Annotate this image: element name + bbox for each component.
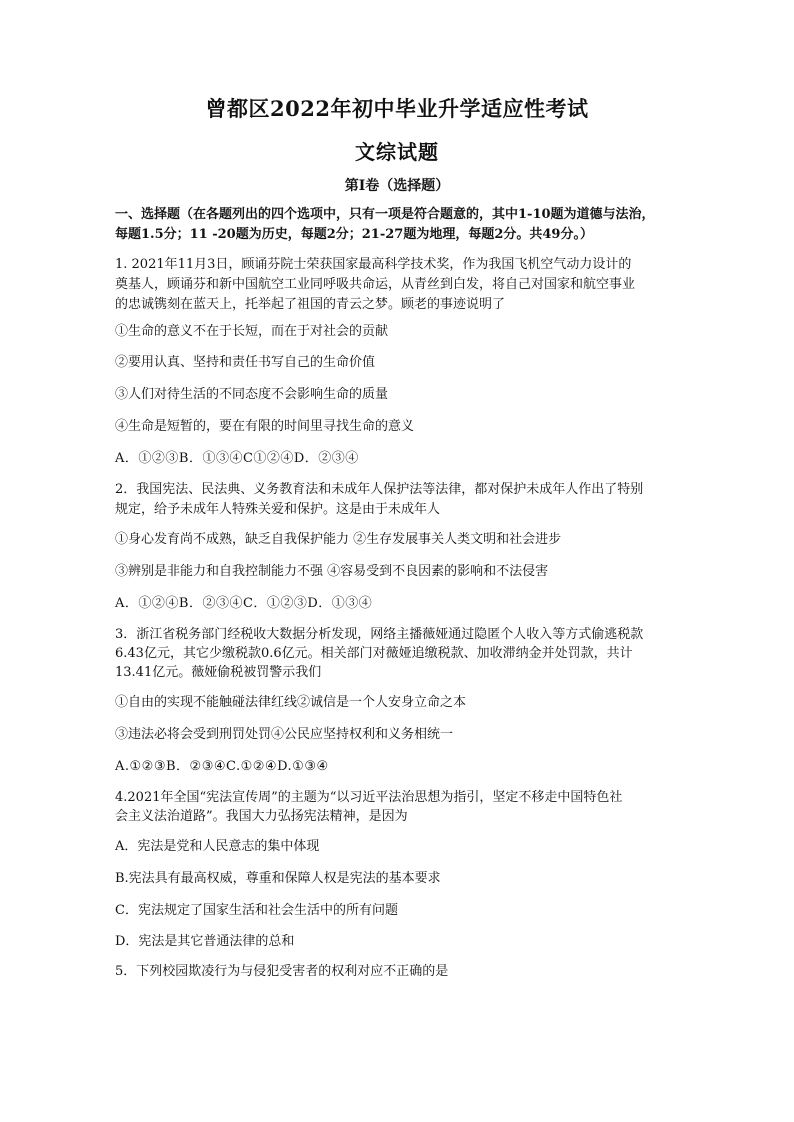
- part-title: 第Ⅰ卷（选择题）: [344, 178, 450, 194]
- q4-option-a: A．宪法是党和人民意志的集中体现: [115, 839, 320, 854]
- instructions-line-2: 每题1.5分；11 -20题为历史，每题2分；21-27题为地理，每题2分。共49分。）: [115, 227, 593, 242]
- q3-options-3-4: ③违法必将会受到刑罚处罚④公民应坚持权利和义务相统一: [115, 727, 454, 742]
- q2-options-1-2: ①身心发育尚不成熟，缺乏自我保护能力 ②生存发展事关人类文明和社会进步: [115, 532, 562, 547]
- q1-stem-line-3: 的忠诚镌刻在蓝天上，托举起了祖国的青云之梦。顾老的事迹说明了: [115, 297, 506, 312]
- q1-answer-choices: A．①②③B．①③④C①②④D．②③④: [115, 451, 359, 466]
- q3-options-1-2: ①自由的实现不能触碰法律红线②诚信是一个人安身立命之本: [115, 695, 467, 710]
- q3-answer-choices: A.①②③B．②③④C.①②④D.①③④: [115, 759, 329, 774]
- q1-option-2: ②要用认真、坚持和责任书写自己的生命价值: [115, 355, 376, 370]
- q2-stem-line-1: 2．我国宪法、民法典、义务教育法和未成年人保护法等法律，都对保护未成年人作出了特别: [115, 482, 644, 497]
- q3-stem-line-2: 6.43亿元，其它少缴税款0.6亿元。相关部门对薇娅追缴税款、加收滞纳金并处罚款，共计: [115, 646, 633, 661]
- exam-title: 曾都区2022年初中毕业升学适应性考试: [205, 96, 589, 121]
- q4-option-d: D．宪法是其它普通法律的总和: [115, 934, 295, 949]
- q1-option-4: ④生命是短暂的，要在有限的时间里寻找生命的意义: [115, 419, 415, 434]
- q2-options-3-4: ③辨别是非能力和自我控制能力不强 ④容易受到不良因素的影响和不法侵害: [115, 564, 549, 579]
- q3-stem-line-1: 3．浙江省税务部门经税收大数据分析发现，网络主播薇娅通过隐匿个人收入等方式偷逃税款: [115, 627, 644, 642]
- q3-stem-line-3: 13.41亿元。薇娅偷税被罚警示我们: [115, 665, 322, 680]
- q1-stem-line-1: 1. 2021年11月3日，顾诵芬院士荣获国家最高科学技术奖，作为我国飞机空气动力设计的: [115, 257, 632, 272]
- q4-stem-line-1: 4.2021年全国“宪法宣传周”的主题为“以习近平法治思想为指引，坚定不移走中国特色社: [115, 790, 623, 805]
- q5-stem-line-1: 5．下列校园欺凌行为与侵犯受害者的权利对应不正确的是: [115, 964, 449, 979]
- instructions-line-1: 一、选择题（在各题列出的四个选项中，只有一项是符合题意的，其中1-10题为道德与法治，: [115, 207, 655, 222]
- q1-stem-line-2: 奠基人，顾诵芬和新中国航空工业同呼吸共命运，从青丝到白发，将自己对国家和航空事业: [115, 277, 636, 292]
- subject-title: 文综试题: [355, 140, 439, 164]
- q4-option-c: C．宪法规定了国家生活和社会生活中的所有问题: [115, 903, 398, 918]
- q4-stem-line-2: 会主义法治道路”。我国大力弘扬宪法精神，是因为: [115, 809, 408, 824]
- q2-stem-line-2: 规定，给予未成年人特殊关爱和保护。这是由于未成年人: [115, 502, 441, 517]
- q1-option-3: ③人们对待生活的不同态度不会影响生命的质量: [115, 387, 389, 402]
- q1-option-1: ①生命的意义不在于长短，而在于对社会的贡献: [115, 324, 389, 339]
- q2-answer-choices: A．①②④B．②③④C．①②③D．①③④: [115, 596, 373, 611]
- q4-option-b: B.宪法具有最高权威，尊重和保障人权是宪法的基本要求: [115, 871, 441, 886]
